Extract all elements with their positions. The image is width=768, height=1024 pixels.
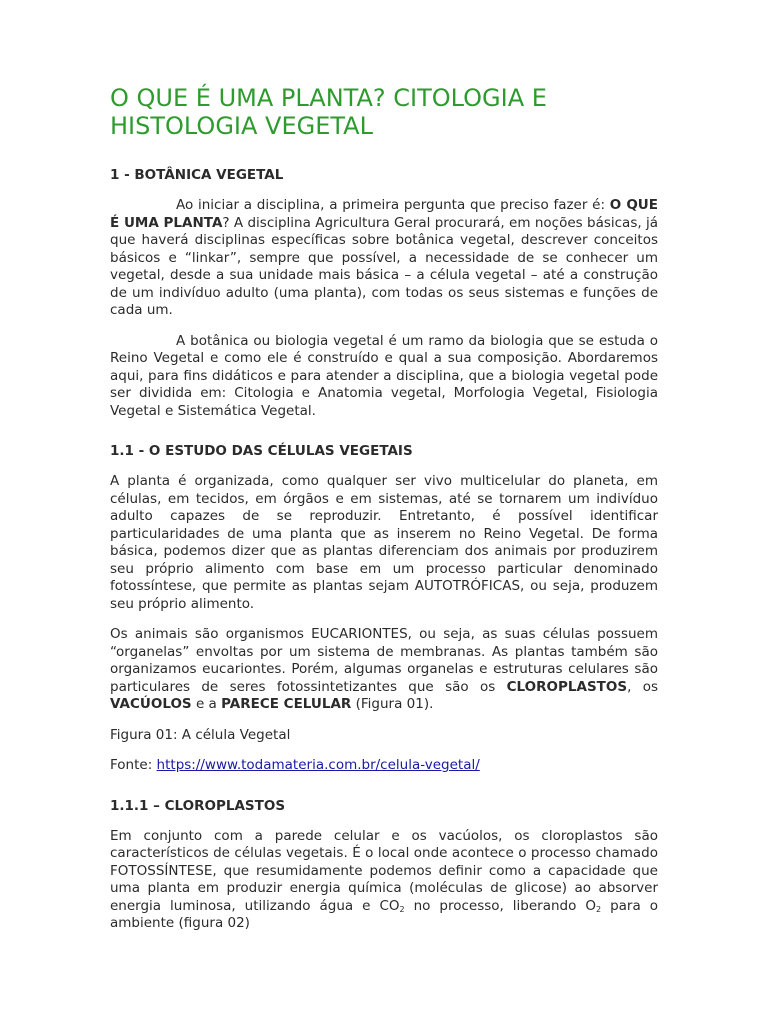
paragraph-eucariontes-text-c: , os bbox=[627, 678, 658, 695]
term-cloroplastos: CLOROPLASTOS bbox=[506, 678, 628, 695]
paragraph-eucariontes bbox=[110, 626, 658, 714]
paragraph-botanica: A botânica ou biologia vegetal é um ramo da biologia que se estuda o Reino Vegetal e como ele é construído e qual a sua composição. Abordaremos aqui, para fins didáticos e para atender a disciplina, que a biologia vegetal pode ser dividida em: Citologia e Anatomia vegetal, Morfologia Vegetal, Fisiologia Vegetal e Sistemática Vegetal. bbox=[110, 332, 658, 419]
paragraph-intro-text-b: ? A disciplina Agricultura Geral procurará, em noções básicas, já que haverá disciplinas específicas sobre botânica vegetal, descrever conceitos básicos e “linkar”, sempre que possível, a necessidade de se conhecer um vegetal, desde a sua unidade mais básica – a célula vegetal – até a construção de um indivíduo adulto (uma planta), com todas os seus sistemas e funções de cada um. bbox=[110, 214, 658, 318]
section-heading-celulas: 1.1 - O ESTUDO DAS CÉLULAS VEGETAIS bbox=[110, 443, 413, 459]
paragraph-intro-bold: O QUE É UMA PLANTA bbox=[110, 197, 658, 231]
paragraph-cloroplastos-text-c: para o ambiente (figura 02) bbox=[110, 897, 658, 931]
paragraph-intro-text-a: Ao iniciar a disciplina, a primeira pergunta que preciso fazer é: bbox=[176, 197, 610, 213]
source-link[interactable]: https://www.todamateria.com.br/celula-vegetal/ bbox=[156, 757, 480, 773]
figure-source bbox=[110, 757, 658, 775]
page-title: O QUE É UMA PLANTA? CITOLOGIA E HISTOLOGIA VEGETAL bbox=[110, 84, 547, 140]
paragraph-cloroplastos-text-a: Em conjunto com a parede celular e os vacúolos, os cloroplastos são característicos de células vegetais. É o local onde acontece o processo chamado FOTOSSÍNTESE, que resumidamente podemos definir como a capacidade que uma planta em produzir energia química (moléculas de glicose) ao absorver energia luminosa, utilizando água e CO bbox=[110, 827, 658, 914]
section-heading-cloroplastos: 1.1.1 – CLOROPLASTOS bbox=[110, 797, 286, 814]
term-vacuolos: VACÚOLOS bbox=[110, 696, 192, 712]
section-heading-botanica: 1 - BOTÂNICA VEGETAL bbox=[110, 167, 284, 183]
paragraph-planta-organizada: A planta é organizada, como qualquer ser vivo multicelular do planeta, em células, em tecidos, em órgãos e em sistemas, até se tornarem um indivíduo adulto capazes de se reproduzir. Entretanto, é possível identificar particularidades de uma planta que as inserem no Reino Vegetal. De forma básica, podemos dizer que as plantas diferenciam dos animais por produzirem seu próprio alimento com base em um processo particular denominado fotossíntese, que permite as plantas sejam AUTOTRÓFICAS, ou seja, produzem seu próprio alimento. bbox=[110, 473, 658, 612]
paragraph-cloroplastos-text-b: no processo, liberando O bbox=[404, 897, 596, 914]
subscript-co2: 2 bbox=[399, 904, 405, 914]
paragraph-eucariontes-text-e: (Figura 01). bbox=[351, 696, 434, 712]
paragraph-cloroplastos bbox=[110, 828, 658, 933]
source-label: Fonte: bbox=[110, 757, 157, 773]
term-parece-celular: PARECE CELULAR bbox=[221, 696, 352, 712]
paragraph-intro bbox=[110, 197, 658, 320]
figure-caption: Figura 01: A célula Vegetal bbox=[110, 726, 291, 743]
paragraph-eucariontes-text-d: e a bbox=[191, 696, 222, 712]
subscript-o2: 2 bbox=[596, 904, 602, 914]
paragraph-eucariontes-text-a: Os animais são organismos EUCARIONTES, ou seja, as suas células possuem “organelas” envoltas por um sistema de membranas. As plantas também são organizamos eucariontes. Porém, algumas organelas e estruturas celulares são particulares de seres fotossintetizantes que são os bbox=[110, 626, 658, 695]
